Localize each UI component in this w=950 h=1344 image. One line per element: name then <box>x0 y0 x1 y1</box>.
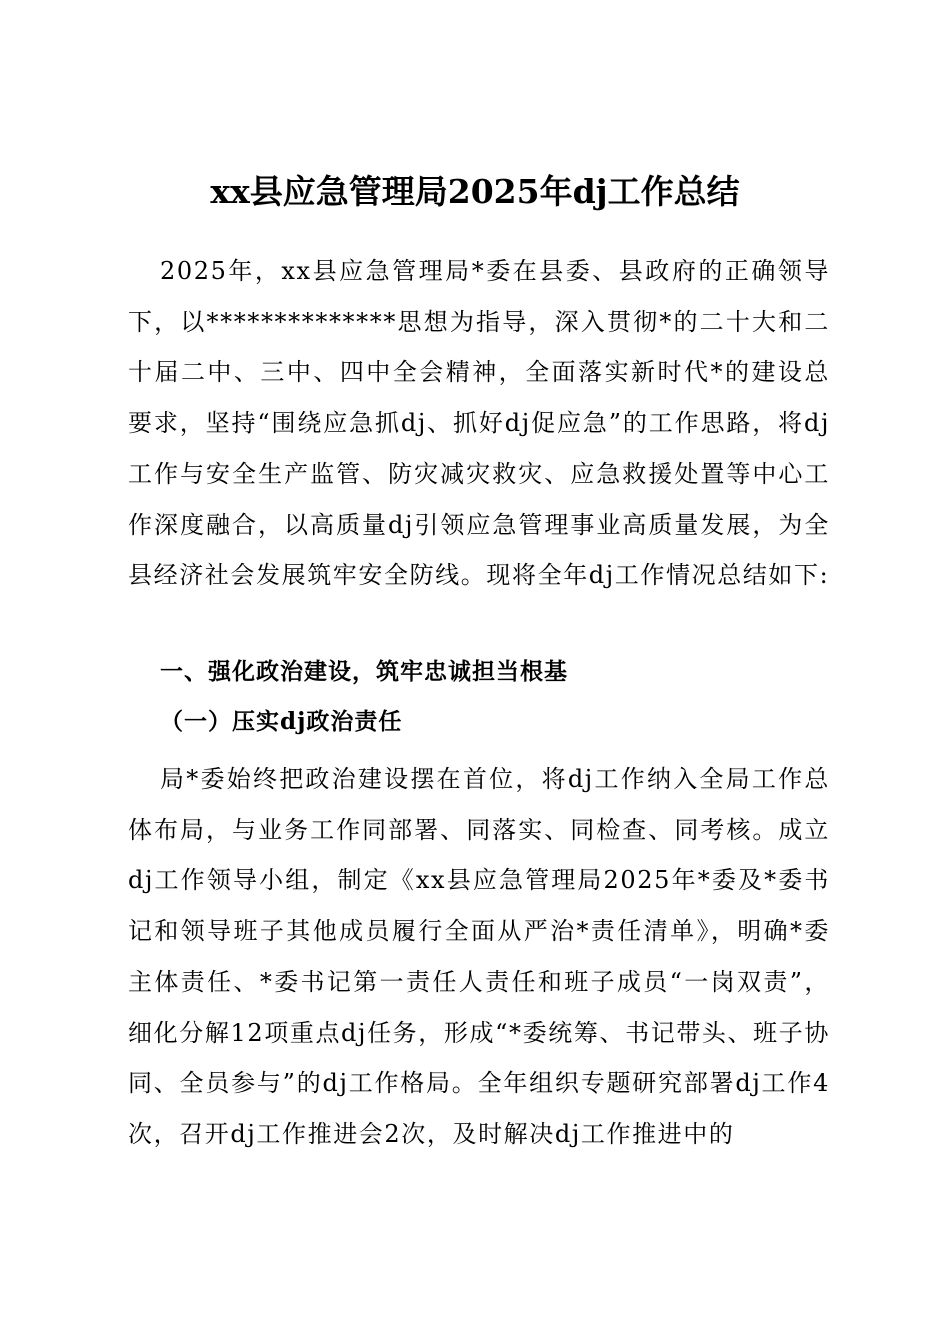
document-title: xx县应急管理局2025年dj工作总结 <box>210 172 740 211</box>
subsection-paragraph: 局*委始终把政治建设摆在首位，将dj工作纳入全局工作总体布局，与业务工作同部署、同落实、同检查、同考核。成立dj工作领导小组，制定《xx县应急管理局2025年*委及*委书记和领导班子其他成员履行全面从严治*责任清单》，明确*委主体责任、*委书记第一责任人责任和班子成员“一岗双责”，细化分解12项重点dj任务，形成“*委统筹、书记带头、班子协同、全员参与”的dj工作格局。全年组织专题研究部署dj工作4次，召开dj工作推进会2次，及时解决dj工作推进中的 <box>128 765 830 1148</box>
section-heading: 一、强化政治建设，筑牢忠诚担当根基 <box>160 659 568 685</box>
subsection-heading: （一）压实dj政治责任 <box>160 708 403 735</box>
intro-paragraph: 2025年，xx县应急管理局*委在县委、县政府的正确领导下，以**************思想为指导，深入贯彻*的二十大和二十届二中、三中、四中全会精神，全面落实新时代*的建设总要求，坚持“围绕应急抓dj、抓好dj促应急”的工作思路，将dj工作与安全生产监管、防灾减灾救灾、应急救援处置等中心工作深度融合，以高质量dj引领应急管理事业高质量发展，为全县经济社会发展筑牢安全防线。现将全年dj工作情况总结如下: <box>128 257 830 590</box>
